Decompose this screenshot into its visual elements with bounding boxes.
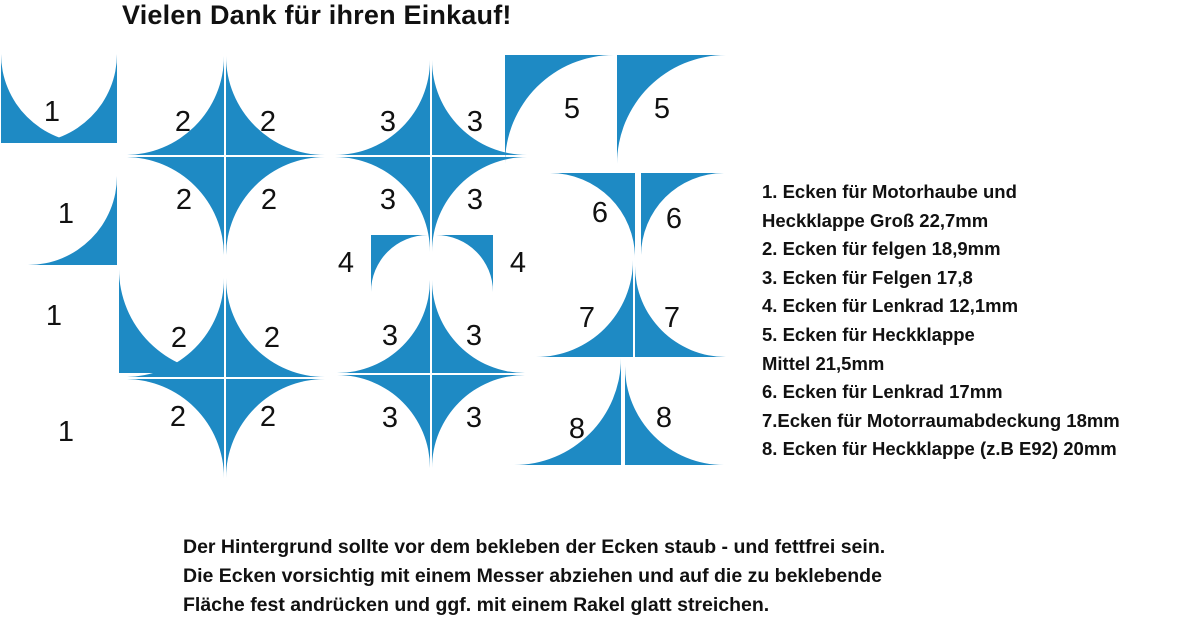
legend-line: 1. Ecken für Motorhaube und: [762, 181, 1017, 202]
sticker-label: 6: [665, 203, 683, 235]
sticker-label: 3: [379, 184, 397, 216]
sticker-label: 2: [170, 322, 188, 354]
sticker-label: 5: [653, 93, 671, 125]
legend-line: Mittel 21,5mm: [762, 352, 885, 374]
sticker-group-6-piece: [641, 173, 724, 256]
legend-line: 2. Ecken für felgen 18,9mm: [762, 238, 1001, 260]
sticker-label: 3: [379, 106, 397, 138]
sticker-label: 1: [43, 96, 61, 128]
sticker-group-4-piece: [436, 235, 493, 292]
sticker-label: 7: [663, 302, 681, 334]
sticker-group-2-piece: [125, 157, 224, 256]
sticker-label: 3: [381, 320, 399, 352]
sticker-label: 3: [466, 184, 484, 216]
sticker-label: 8: [655, 402, 673, 434]
sticker-label: 2: [174, 106, 192, 138]
sticker-label: 8: [568, 413, 586, 445]
sticker-label: 2: [259, 106, 277, 138]
sticker-group-5-piece: [505, 55, 614, 164]
legend-line: 5. Ecken für Heckklappe: [762, 323, 975, 345]
legend-line: 3. Ecken für Felgen 17,8: [762, 266, 973, 288]
instructions: [183, 533, 885, 620]
sticker-label: 3: [465, 402, 483, 434]
sticker-label: 2: [260, 184, 278, 216]
legend-line: 4. Ecken für Lenkrad 12,1mm: [762, 295, 1019, 317]
sticker-label: 2: [259, 401, 277, 433]
legend-line: 7.Ecken für Motorraumabdeckung 18mm: [762, 409, 1120, 431]
sticker-label: 4: [509, 247, 527, 279]
sticker-group-4-piece: [371, 235, 428, 292]
legend-line: 8. Ecken für Heckklappe (z.B E92) 20mm: [762, 438, 1117, 460]
sticker-label: 1: [57, 416, 75, 448]
sticker-group-8-piece: [514, 358, 621, 465]
sticker-label: 6: [591, 197, 609, 229]
sticker-label: 1: [45, 300, 63, 332]
instruction-line: Die Ecken vorsichtig mit einem Messer abziehen und auf die zu beklebende: [183, 565, 882, 587]
sticker-group-8-piece: [625, 366, 724, 465]
sticker-label: 4: [337, 247, 355, 279]
legend-line: 6. Ecken für Lenkrad 17mm: [762, 381, 1003, 403]
sticker-label: 5: [563, 93, 581, 125]
sticker-label: 2: [169, 401, 187, 433]
sticker-group-5-piece: [617, 55, 726, 164]
sticker-label: 2: [263, 322, 281, 354]
instruction-line: Der Hintergrund sollte vor dem bekleben der Ecken staub - und fettfrei sein.: [183, 536, 886, 558]
sticker-label: 3: [381, 402, 399, 434]
sticker-label: 2: [175, 184, 193, 216]
sticker-sheet: [0, 0, 760, 480]
sticker-label: 3: [465, 320, 483, 352]
legend-line: Heckklappe Groß 22,7mm: [762, 209, 989, 231]
instruction-line: Fläche fest andrücken und ggf. mit einem Rakel glatt streichen.: [183, 594, 770, 616]
sticker-label: 7: [578, 302, 596, 334]
sticker-label: 1: [57, 198, 75, 230]
sticker-group-7-piece: [635, 266, 726, 357]
legend-list: [762, 178, 1120, 464]
sticker-label: 3: [466, 106, 484, 138]
page-title: Vielen Dank für ihren Einkauf!: [122, 0, 512, 30]
